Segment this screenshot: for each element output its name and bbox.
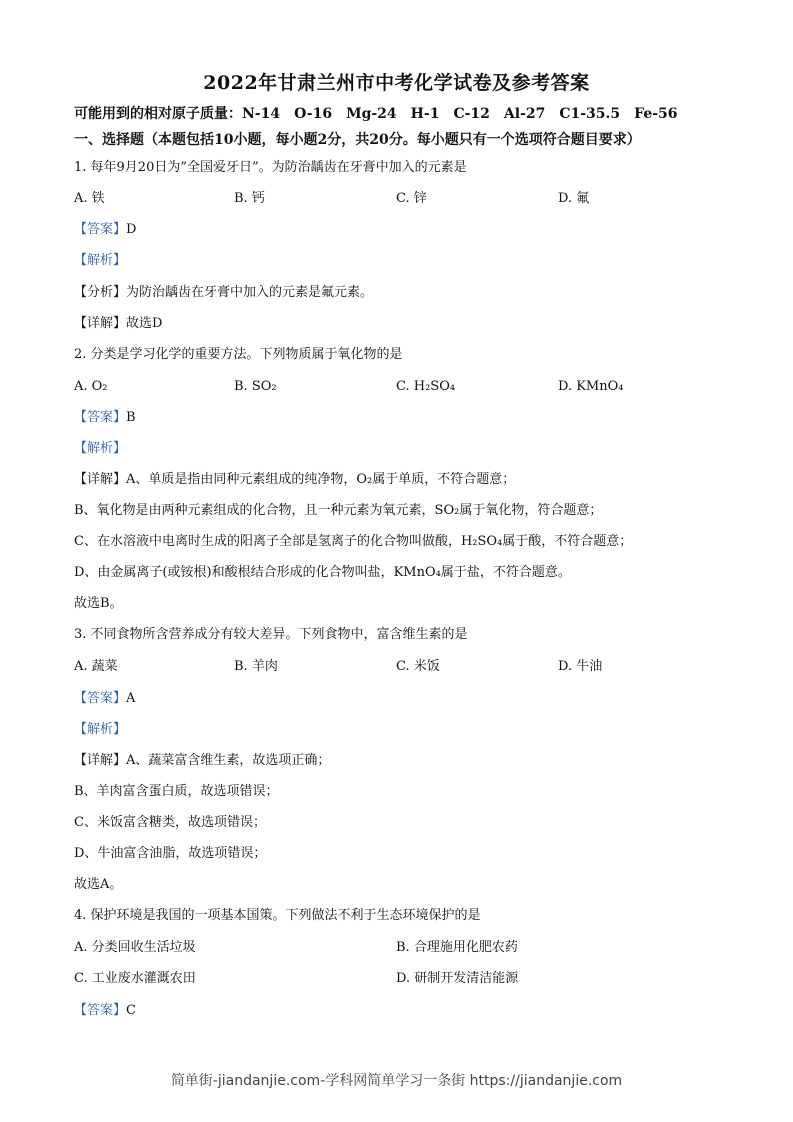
analysis-label: 【解析】 xyxy=(74,441,127,456)
atomic-mass-line: 可能用到的相对原子质量：N-14 O-16 Mg-24 H-1 C-12 Al-27 C1-35.5 Fe-56 xyxy=(74,106,678,122)
q1-option-b: B. 钙 xyxy=(234,191,265,206)
answer-value: B xyxy=(126,410,136,425)
analysis-label: 【解析】 xyxy=(74,722,127,737)
q3-line-c: C、米饭富含糖类，故选项错误； xyxy=(74,815,266,830)
answer-label: 【答案】 xyxy=(74,691,127,706)
q3-option-c: C. 米饭 xyxy=(396,659,440,674)
q2-analysis-label xyxy=(74,439,126,459)
q3-option-d: D. 牛油 xyxy=(558,659,603,674)
detail-text: A、单质是指由同种元素组成的纯净物，O₂属于单质，不符合题意； xyxy=(126,472,516,487)
detail-label: 【详解】 xyxy=(74,753,127,768)
question-4-stem: 4. 保护环境是我国的一项基本国策。下列做法不利于生态环境保护的是 xyxy=(74,908,481,923)
fenxi-label: 【分析】 xyxy=(74,285,127,300)
q1-answer xyxy=(74,220,136,240)
answer-label: 【答案】 xyxy=(74,410,127,425)
answer-label: 【答案】 xyxy=(74,222,127,237)
q2-line-d: D、由金属离子(或铵根)和酸根结合形成的化合物叫盐，KMnO₄属于盐，不符合题意。 xyxy=(74,565,571,580)
question-1-stem: 1. 每年9月20日为”全国爱牙日”。为防治龋齿在牙膏中加入的元素是 xyxy=(74,160,467,175)
answer-label: 【答案】 xyxy=(74,1003,127,1018)
q3-line-b: B、羊肉富含蛋白质，故选项错误； xyxy=(74,784,279,799)
q2-line-c: C、在水溶液中电离时生成的阳离子全部是氢离子的化合物叫做酸，H₂SO₄属于酸，不符合题意； xyxy=(74,534,633,549)
q3-analysis-label xyxy=(74,720,126,740)
q2-answer xyxy=(74,408,136,428)
analysis-label: 【解析】 xyxy=(74,253,127,268)
q3-conclusion: 故选A。 xyxy=(74,877,123,892)
q4-option-b: B. 合理施用化肥农药 xyxy=(396,940,518,955)
detail-text: 故选D xyxy=(126,316,163,331)
q2-conclusion: 故选B。 xyxy=(74,596,123,611)
detail-text: A、蔬菜富含维生素，故选项正确； xyxy=(126,753,331,768)
q1-detail xyxy=(74,314,162,334)
detail-label: 【详解】 xyxy=(74,316,127,331)
q3-detail-a xyxy=(74,751,330,771)
question-2-stem: 2. 分类是学习化学的重要方法。下列物质属于氧化物的是 xyxy=(74,347,403,362)
q3-answer xyxy=(74,689,135,709)
answer-value: C xyxy=(126,1003,136,1018)
q2-option-c: C. H₂SO₄ xyxy=(396,379,456,394)
answer-value: D xyxy=(126,222,137,237)
q3-line-d: D、牛油富含油脂，故选项错误； xyxy=(74,846,267,861)
q2-detail-a xyxy=(74,470,515,490)
q2-line-b: B、氧化物是由两种元素组成的化合物，且一种元素为氧元素，SO₂属于氧化物，符合题意； xyxy=(74,503,603,518)
q4-answer xyxy=(74,1001,136,1021)
detail-label: 【详解】 xyxy=(74,472,127,487)
section-heading: 一、选择题（本题包括10小题，每小题2分，共20分。每小题只有一个选项符合题目要求） xyxy=(74,132,641,148)
page-title: 2022年甘肃兰州市中考化学试卷及参考答案 xyxy=(203,72,590,94)
q3-option-a: A. 蔬菜 xyxy=(74,659,118,674)
q3-option-b: B. 羊肉 xyxy=(234,659,278,674)
q4-option-a: A. 分类回收生活垃圾 xyxy=(74,940,196,955)
q1-option-d: D. 氟 xyxy=(558,191,590,206)
answer-value: A xyxy=(126,691,136,706)
q1-option-c: C. 锌 xyxy=(396,191,427,206)
q2-option-d: D. KMnO₄ xyxy=(558,379,624,394)
q2-option-a: A. O₂ xyxy=(74,379,108,394)
question-3-stem: 3. 不同食物所含营养成分有较大差异。下列食物中，富含维生素的是 xyxy=(74,627,468,642)
q2-option-b: B. SO₂ xyxy=(234,379,277,394)
fenxi-text: 为防治龋齿在牙膏中加入的元素是氟元素。 xyxy=(126,285,374,300)
q4-option-d: D. 研制开发清洁能源 xyxy=(396,971,519,986)
q1-fenxi xyxy=(74,283,373,303)
q1-option-a: A. 铁 xyxy=(74,191,105,206)
footer-watermark: 简单街-jiandanjie.com-学科网简单学习一条街 https://jiandanjie.com xyxy=(170,1073,623,1089)
q1-analysis-label xyxy=(74,251,126,271)
q4-option-c: C. 工业废水灌溉农田 xyxy=(74,971,196,986)
